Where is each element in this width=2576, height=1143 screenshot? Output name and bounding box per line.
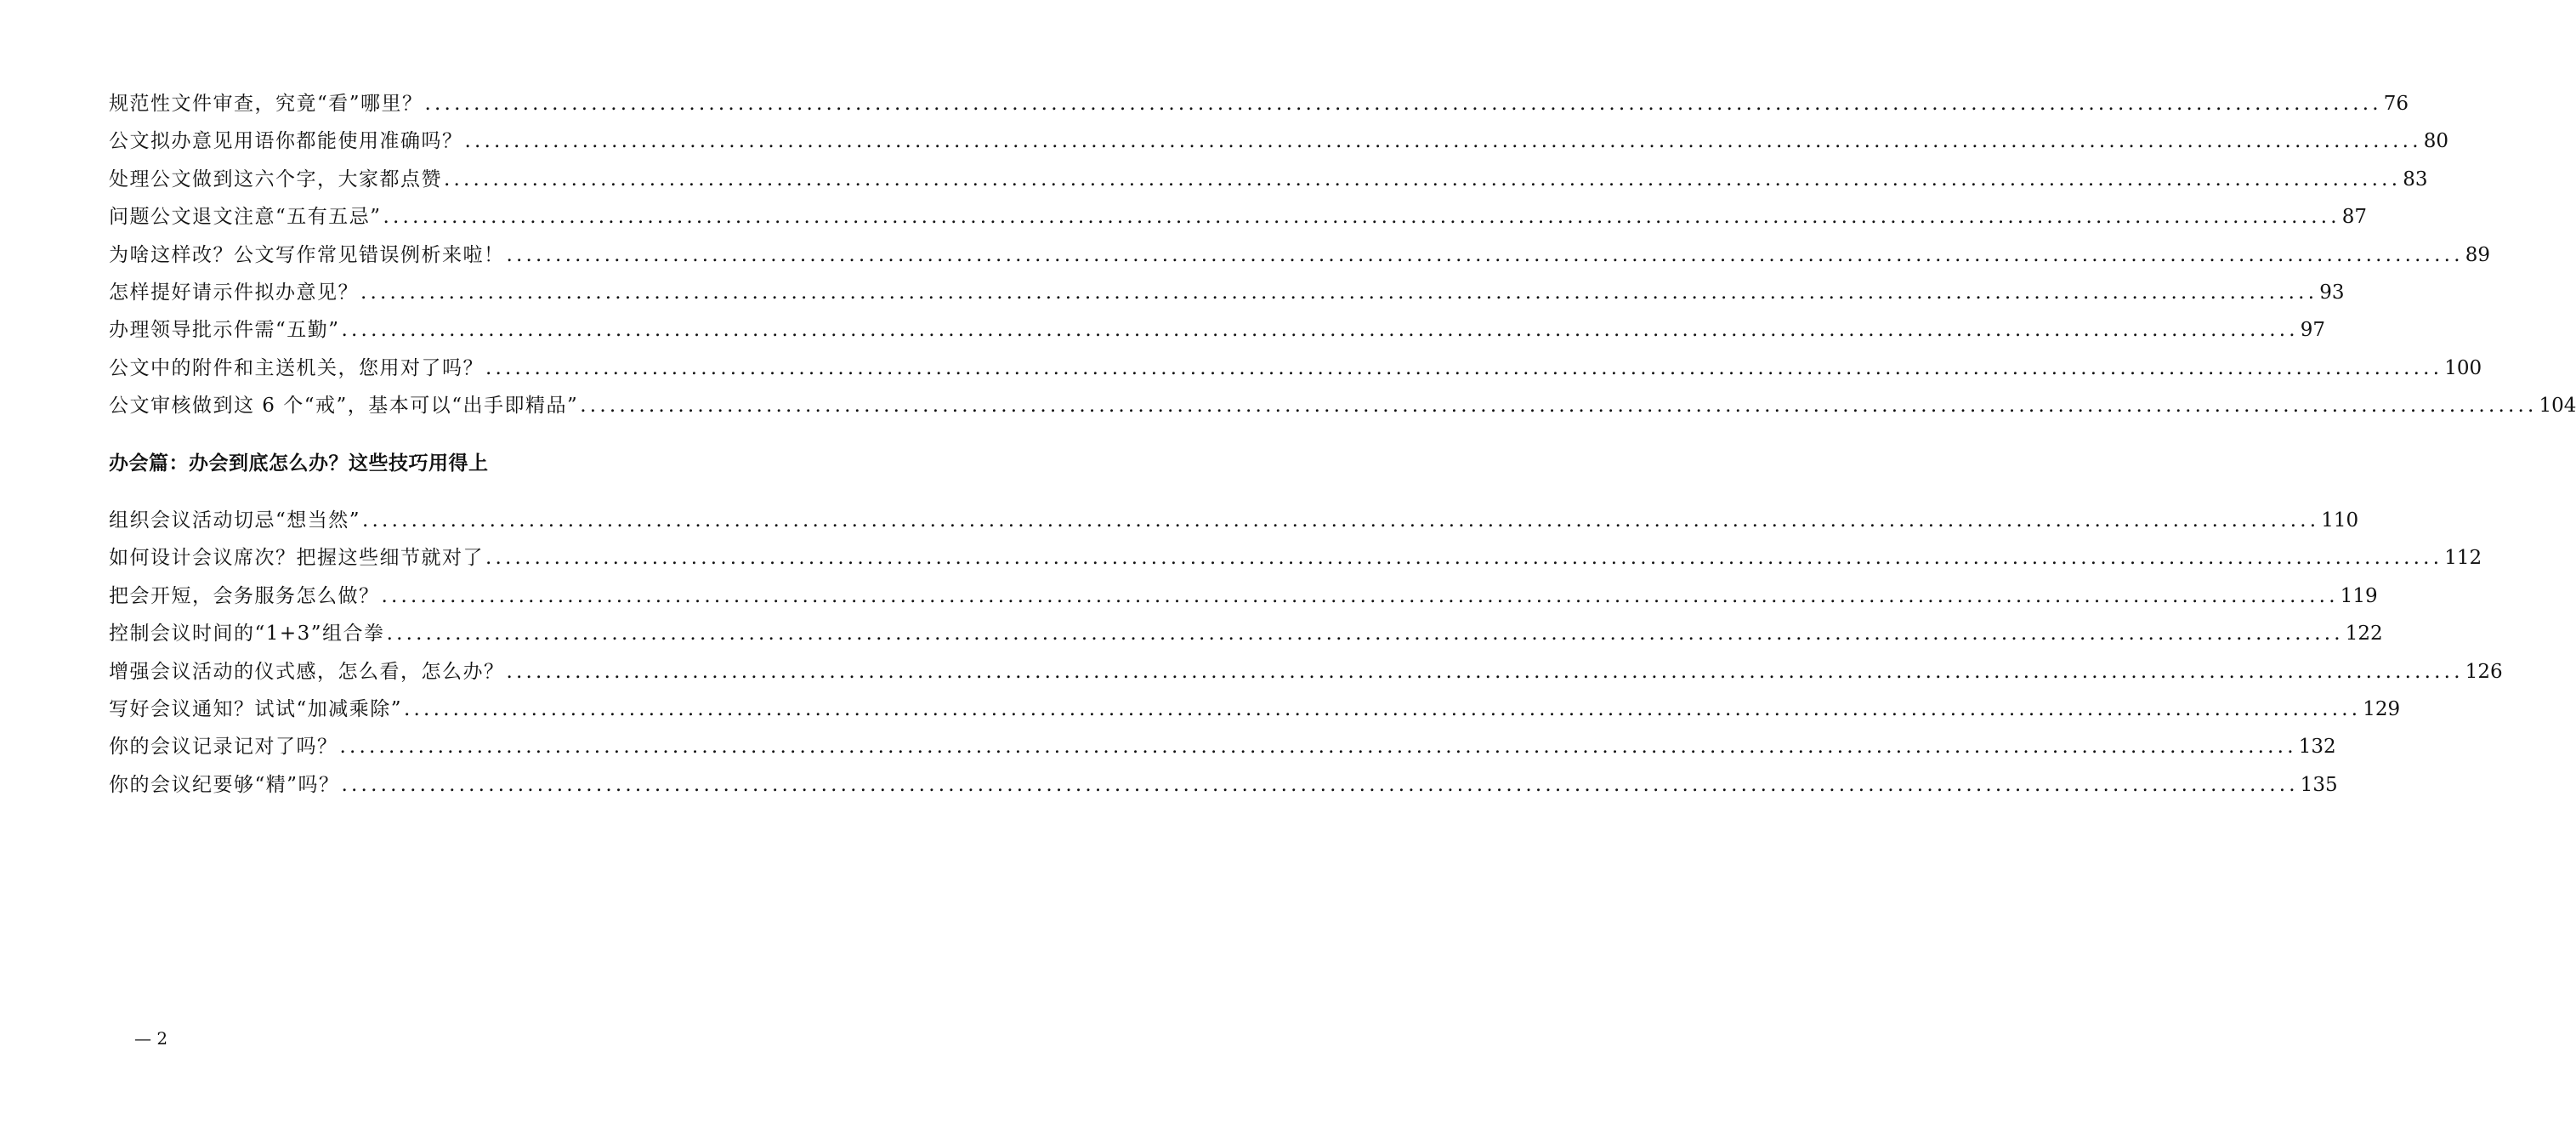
toc-entry-title: 怎样提好请示件拟办意见？ <box>109 281 359 304</box>
toc-entry-page: 129 <box>2363 697 2401 720</box>
toc-leader-dots: ........................................................................................................................................................................................................ <box>424 93 2382 115</box>
toc-entry-title: 如何设计会议席次？把握这些细节就对了 <box>109 547 484 570</box>
toc-leader-dots: ........................................................................................................................................................................................................ <box>444 168 2402 190</box>
toc-entry-page: 83 <box>2403 168 2428 190</box>
toc-entry-title: 公文中的附件和主送机关，您用对了吗？ <box>109 356 484 379</box>
toc-entry[interactable] <box>109 311 2326 349</box>
toc-entry-page: 87 <box>2341 206 2368 229</box>
toc-entry-title: 处理公文做到这六个字，大家都点赞 <box>109 168 442 190</box>
toc-entry-page: 76 <box>2383 93 2409 115</box>
section-heading: 办会篇：办会到底怎么办？这些技巧用得上 <box>109 452 489 475</box>
toc-leader-dots: ........................................................................................................................................................................................................ <box>506 243 2464 266</box>
toc-entry-title: 问题公文退文注意“五有五忌” <box>109 206 382 229</box>
toc-entry-title: 增强会议活动的仪式感，怎么看，怎么办？ <box>109 660 505 683</box>
toc-entry[interactable] <box>109 502 2359 539</box>
toc-list-part1 <box>109 85 2576 425</box>
toc-leader-dots: ........................................................................................................................................................................................................ <box>404 697 2362 720</box>
toc-entry-page: 97 <box>2300 319 2326 342</box>
toc-entry[interactable] <box>109 653 2503 691</box>
toc-leader-dots: ........................................................................................................................................................................................................ <box>464 130 2422 153</box>
toc-entry-page: 93 <box>2319 281 2345 304</box>
toc-entry[interactable] <box>109 728 2336 765</box>
toc-leader-dots: ........................................................................................................................................................................................................ <box>362 509 2320 532</box>
toc-leader-dots: ........................................................................................................................................................................................................ <box>360 281 2318 304</box>
toc-entry[interactable] <box>109 274 2345 311</box>
toc-entry-title: 公文拟办意见用语你都能使用准确吗？ <box>109 130 463 153</box>
toc-leader-dots: ........................................................................................................................................................................................................ <box>506 660 2464 683</box>
toc-entry-title: 组织会议活动切忌“想当然” <box>109 509 361 532</box>
toc-entry[interactable] <box>109 539 2482 577</box>
toc-leader-dots: ........................................................................................................................................................................................................ <box>341 319 2299 342</box>
toc-entry-page: 122 <box>2345 623 2383 645</box>
toc-entry[interactable] <box>109 766 2338 804</box>
toc-entry[interactable] <box>109 615 2383 652</box>
toc-leader-dots: ........................................................................................................................................................................................................ <box>386 623 2344 645</box>
toc-entry-page: 104 <box>2539 395 2576 418</box>
toc-entry-page: 112 <box>2444 547 2482 570</box>
toc-entry-page: 80 <box>2423 130 2448 153</box>
toc-entry-title: 写好会议通知？试试“加减乘除” <box>109 697 403 720</box>
toc-entry[interactable] <box>109 691 2401 728</box>
toc-leader-dots: ........................................................................................................................................................................................................ <box>381 584 2339 607</box>
toc-entry-title: 规范性文件审查，究竟“看”哪里？ <box>109 93 423 115</box>
toc-entry[interactable] <box>109 577 2378 615</box>
toc-leader-dots: ........................................................................................................................................................................................................ <box>485 356 2443 379</box>
toc-leader-dots: ........................................................................................................................................................................................................ <box>580 395 2538 418</box>
toc-entry[interactable] <box>109 122 2448 160</box>
toc-entry-page: 135 <box>2300 773 2338 796</box>
toc-entry-page: 119 <box>2340 584 2378 607</box>
toc-leader-dots: ........................................................................................................................................................................................................ <box>339 736 2297 759</box>
toc-leader-dots: ........................................................................................................................................................................................................ <box>341 773 2299 796</box>
toc-entry-page: 100 <box>2444 356 2482 379</box>
toc-entry[interactable] <box>109 387 2576 424</box>
toc-entry-title: 你的会议记录记对了吗？ <box>109 736 338 759</box>
toc-entry-title: 控制会议时间的“1+3”组合拳 <box>109 623 385 645</box>
toc-entry-page: 126 <box>2465 660 2503 683</box>
toc-list-part2 <box>109 502 2503 804</box>
toc-entry[interactable] <box>109 198 2368 236</box>
toc-entry[interactable] <box>109 85 2409 122</box>
toc-leader-dots: ........................................................................................................................................................................................................ <box>383 206 2341 229</box>
toc-entry-title: 为啥这样改？公文写作常见错误例析来啦！ <box>109 243 505 266</box>
toc-entry[interactable] <box>109 350 2482 387</box>
page-number-footer: — 2 <box>134 1028 168 1049</box>
toc-leader-dots: ........................................................................................................................................................................................................ <box>485 547 2443 570</box>
toc-entry-page: 132 <box>2298 736 2336 759</box>
toc-entry-title: 把会开短，会务服务怎么做？ <box>109 584 380 607</box>
toc-entry-title: 你的会议纪要够“精”吗？ <box>109 773 340 796</box>
toc-entry-page: 110 <box>2321 509 2359 532</box>
toc-entry[interactable] <box>109 161 2428 198</box>
toc-entry[interactable] <box>109 236 2490 274</box>
toc-entry-title: 办理领导批示件需“五勤” <box>109 319 340 342</box>
toc-entry-title: 公文审核做到这 6 个“戒”，基本可以“出手即精品” <box>109 395 579 418</box>
toc-entry-page: 89 <box>2465 243 2490 266</box>
